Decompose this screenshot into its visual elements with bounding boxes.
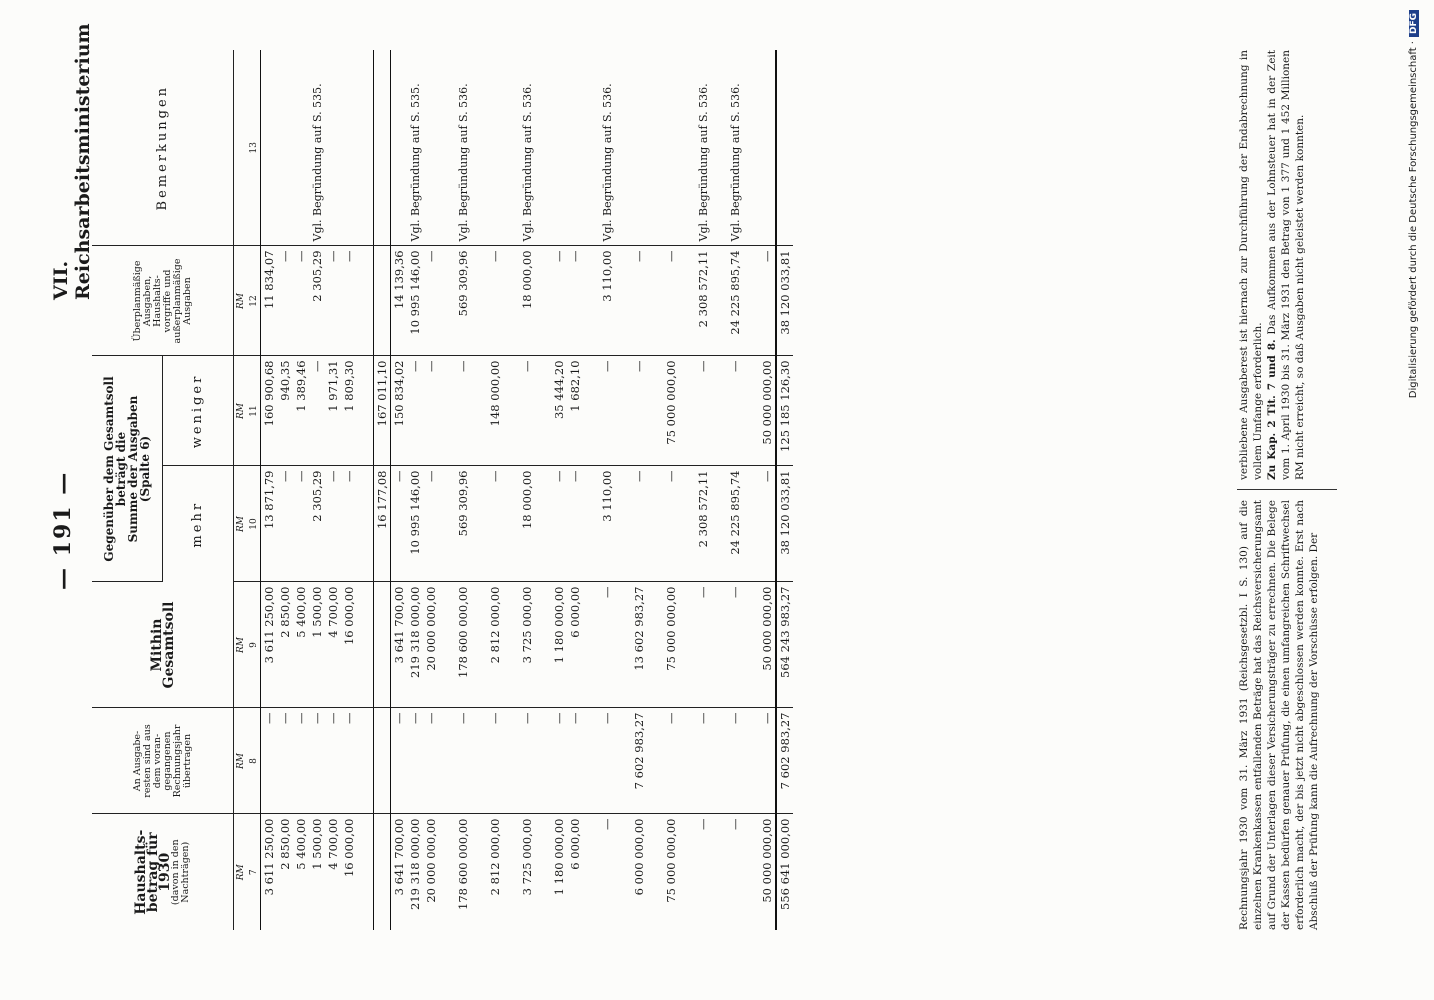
dfg-logo: DFG	[1409, 10, 1419, 37]
cell-col13: Vgl. Begründung auf S. 535.	[407, 50, 423, 246]
cell-col12: —	[567, 246, 583, 356]
total-col9: 564 243 983,27	[776, 582, 793, 708]
cell-col12: —	[325, 246, 341, 356]
col11-header: weniger	[163, 356, 234, 466]
cell-col9: —	[599, 582, 615, 708]
col12-header: Überplanmäßige Ausgaben, Haushalts- vorgriffe und außerplanmäßige Ausgaben	[92, 246, 234, 356]
cell-col7: 20 000 000,00	[424, 818, 438, 903]
cell-col10: —	[663, 466, 679, 582]
digitization-credit	[1408, 10, 1419, 990]
cell-col10: —	[391, 466, 408, 582]
cell-col11: —	[599, 356, 615, 466]
cell-col10: 13 871,79	[261, 466, 278, 582]
cell-col13: Vgl. Begründung auf S. 535.	[309, 50, 325, 246]
footnote-divider	[1237, 489, 1337, 490]
cell-col13	[261, 50, 278, 246]
cell-col8: —	[455, 708, 471, 814]
cell-col9: 75 000 000,00	[663, 582, 679, 708]
cell-col12: 2 308 572,11	[695, 246, 711, 356]
table-row	[551, 50, 567, 930]
cell-col10: 18 000,00	[519, 466, 535, 582]
footnote-right-lead: Zu Kap. 2 Tit. 7 und 8.	[1266, 339, 1278, 480]
spacer-row	[357, 50, 374, 930]
cell-col12: 3 110,00	[599, 246, 615, 356]
cell-col12: 2 305,29	[309, 246, 325, 356]
cell-col11: 1 389,46	[293, 356, 309, 466]
cell-col9: 13 602 983,27	[631, 582, 647, 708]
cell-col12: 14 139,36	[391, 246, 408, 356]
header-row-1	[92, 50, 163, 930]
cell-col8: —	[391, 708, 408, 814]
cell-col12: —	[487, 246, 503, 356]
cell-col12: 10 995 146,00	[407, 246, 423, 356]
cell-col9: 3 611 250,00	[261, 582, 278, 708]
cell-col10: 569 309,96	[455, 466, 471, 582]
cell-col9	[374, 582, 391, 708]
cell-col7: 178 600 000,00	[456, 818, 470, 910]
table-row	[341, 50, 357, 930]
cell-col10: 16 177,08	[374, 466, 391, 582]
spacer-row	[711, 50, 727, 930]
table-row	[277, 50, 293, 930]
cell-col9: 219 318 000,00	[407, 582, 423, 708]
cell-col8: —	[663, 708, 679, 814]
col10-header: mehr	[163, 466, 234, 582]
cell-col7: 1 500,00	[310, 818, 324, 870]
cell-col9: 1 180 000,00	[551, 582, 567, 708]
col8-header: An Ausgabe- resten sind aus dem voran- gegangenen Rechnungsjahr übertragen	[92, 708, 234, 814]
cell-col11: 150 834,02	[391, 356, 408, 466]
cell-col12: —	[277, 246, 293, 356]
cell-col13: Vgl. Begründung auf S. 536.	[455, 50, 471, 246]
cell-col8: —	[423, 708, 439, 814]
cell-col7: 3 611 250,00	[262, 818, 276, 896]
cell-col8: —	[407, 708, 423, 814]
cell-col13	[551, 50, 567, 246]
cell-col8: —	[551, 708, 567, 814]
cell-col10: 24 225 895,74	[727, 466, 743, 582]
cell-col13: Vgl. Begründung auf S. 536.	[727, 50, 743, 246]
cell-col13	[759, 50, 776, 246]
cell-col13	[487, 50, 503, 246]
table-row	[261, 50, 278, 930]
cell-col9: 1 500,00	[309, 582, 325, 708]
cell-col13	[374, 50, 391, 246]
spacer-row	[471, 50, 487, 930]
spacer-row	[743, 50, 759, 930]
cell-col13: Vgl. Begründung auf S. 536.	[599, 50, 615, 246]
cell-col9: 3 725 000,00	[519, 582, 535, 708]
cell-col12: 569 309,96	[455, 246, 471, 356]
table-row	[663, 50, 679, 930]
cell-col12: 18 000,00	[519, 246, 535, 356]
cell-col12: —	[551, 246, 567, 356]
total-col8: 7 602 983,27	[776, 708, 793, 814]
cell-col9: 50 000 000,00	[759, 582, 776, 708]
cell-col8: —	[567, 708, 583, 814]
chapter-title: VII. Reichsarbeitsministerium	[50, 23, 94, 300]
cell-col7: —	[728, 818, 742, 830]
cell-col10: 2 308 572,11	[695, 466, 711, 582]
cell-col8: —	[325, 708, 341, 814]
cell-col10: —	[341, 466, 357, 582]
cell-col7: 4 700,00	[326, 818, 340, 870]
cell-col13	[391, 50, 408, 246]
cell-col13	[631, 50, 647, 246]
cell-col11: —	[309, 356, 325, 466]
footnote-right	[1237, 50, 1307, 480]
cell-col11: —	[423, 356, 439, 466]
cell-col8: —	[487, 708, 503, 814]
cell-col7: 219 318 000,00	[408, 818, 422, 910]
cell-col12	[374, 246, 391, 356]
cell-col8: —	[599, 708, 615, 814]
cell-col11: —	[455, 356, 471, 466]
total-col11: 125 185 126,30	[776, 356, 793, 466]
subtotal-row	[374, 50, 391, 930]
cell-col10: —	[631, 466, 647, 582]
col13-header: Bemerkungen	[92, 50, 234, 246]
table-row	[695, 50, 711, 930]
cell-col11: 940,35	[277, 356, 293, 466]
footnotes	[1237, 50, 1337, 930]
budget-table	[92, 50, 793, 930]
cell-col10: 10 995 146,00	[407, 466, 423, 582]
total-col13	[776, 50, 793, 246]
footnote-right-text-2: Das Aufkommen aus der Lohnsteuer hat in der Zeit vom 1. April 1930 bis 31. März 1931 den Betrag von 1 377 und 1 452 Millionen RM nicht erreicht, so daß Ausgaben nicht geleistet werden konnten.	[1266, 50, 1306, 480]
comparison-group-header: Gegenüber dem Gesamtsoll beträgt die Summe der Ausgaben (Spalte 6)	[92, 356, 163, 582]
spacer-row	[535, 50, 551, 930]
spacer-row	[647, 50, 663, 930]
cell-col11: 1 682,10	[567, 356, 583, 466]
spacer-row	[615, 50, 631, 930]
table-row	[567, 50, 583, 930]
table-row	[487, 50, 503, 930]
cell-col10: —	[293, 466, 309, 582]
table-body	[261, 50, 794, 930]
cell-col12: —	[293, 246, 309, 356]
spacer-row	[439, 50, 455, 930]
cell-col13	[325, 50, 341, 246]
cell-col7: —	[600, 818, 614, 830]
cell-col9: —	[695, 582, 711, 708]
table-row	[727, 50, 743, 930]
credit-text: Digitalisierung gefördert durch die Deutsche Forschungsgemeinschaft ·	[1408, 41, 1419, 399]
cell-col10: —	[325, 466, 341, 582]
cell-col13	[663, 50, 679, 246]
col7-header: Haushalts- betrag für 1930 (davon in den Nachträgen)	[92, 814, 234, 930]
cell-col8: —	[277, 708, 293, 814]
table-row	[407, 50, 423, 930]
cell-col7: 6 000,00	[568, 818, 582, 870]
cell-col10: —	[423, 466, 439, 582]
cell-col11: 35 444,20	[551, 356, 567, 466]
page-number: — 191 —	[50, 470, 76, 590]
cell-col9: 5 400,00	[293, 582, 309, 708]
cell-col11: 1 971,31	[325, 356, 341, 466]
cell-col11: 50 000 000,00	[759, 356, 776, 466]
cell-col7: 75 000 000,00	[664, 818, 678, 903]
table-row	[309, 50, 325, 930]
table-row	[293, 50, 309, 930]
cell-col7: 6 000 000,00	[632, 818, 646, 896]
table-row	[599, 50, 615, 930]
cell-col9: 3 641 700,00	[391, 582, 408, 708]
table-row	[759, 50, 776, 930]
cell-col9: 178 600 000,00	[455, 582, 471, 708]
cell-col11: —	[727, 356, 743, 466]
cell-col7: —	[696, 818, 710, 830]
cell-col12: —	[631, 246, 647, 356]
cell-col13	[423, 50, 439, 246]
spacer-row	[679, 50, 695, 930]
cell-col7: 16 000,00	[342, 818, 356, 878]
cell-col13: Vgl. Begründung auf S. 536.	[695, 50, 711, 246]
cell-col10: —	[567, 466, 583, 582]
cell-col8: —	[695, 708, 711, 814]
cell-col11: —	[407, 356, 423, 466]
cell-col9: 4 700,00	[325, 582, 341, 708]
cell-col11: —	[519, 356, 535, 466]
cell-col13	[567, 50, 583, 246]
cell-col8: —	[293, 708, 309, 814]
cell-col11: —	[695, 356, 711, 466]
cell-col7: 3 725 000,00	[520, 818, 534, 896]
cell-col12: —	[759, 246, 776, 356]
total-col10: 38 120 033,81	[776, 466, 793, 582]
col9-header: Mithin Gesamtsoll	[92, 582, 234, 708]
cell-col9: 6 000,00	[567, 582, 583, 708]
cell-col13	[293, 50, 309, 246]
unit-row: RM RM RM RM RM RM	[234, 50, 249, 930]
cell-col10: 3 110,00	[599, 466, 615, 582]
spacer-row	[583, 50, 599, 930]
cell-col10: —	[759, 466, 776, 582]
cell-col10: —	[551, 466, 567, 582]
cell-col12: 24 225 895,74	[727, 246, 743, 356]
table-row	[325, 50, 341, 930]
cell-col9: —	[727, 582, 743, 708]
cell-col7: 50 000 000,00	[760, 818, 774, 903]
cell-col10: —	[487, 466, 503, 582]
cell-col11: 160 900,68	[261, 356, 278, 466]
cell-col12: —	[663, 246, 679, 356]
cell-col8	[374, 708, 391, 814]
cell-col10: —	[277, 466, 293, 582]
cell-col12: 11 834,07	[261, 246, 278, 356]
cell-col8: 7 602 983,27	[631, 708, 647, 814]
cell-col8: —	[261, 708, 278, 814]
cell-col13	[341, 50, 357, 246]
spacer-row	[503, 50, 519, 930]
page-header	[40, 0, 94, 1000]
cell-col7	[374, 814, 391, 930]
cell-col13	[277, 50, 293, 246]
footnote-right-text-1: verbliebene Ausgaberest ist hiernach zur Durchführung der Endabrechnung in vollem Umfange erforderlich.	[1238, 50, 1264, 480]
cell-col7: 3 641 700,00	[392, 818, 406, 896]
cell-col7: 1 180 000,00	[552, 818, 566, 896]
cell-col13: Vgl. Begründung auf S. 536.	[519, 50, 535, 246]
cell-col11: 167 011,10	[374, 356, 391, 466]
total-col12: 38 120 033,81	[776, 246, 793, 356]
cell-col11: —	[631, 356, 647, 466]
total-col7: 556 641 000,00	[776, 814, 793, 930]
column-number-row: 7 8 9 10 11 12 13	[248, 50, 261, 930]
table-row	[631, 50, 647, 930]
cell-col11: 75 000 000,00	[663, 356, 679, 466]
cell-col7: 2 850,00	[278, 818, 292, 870]
cell-col8: —	[759, 708, 776, 814]
cell-col9: 16 000,00	[341, 582, 357, 708]
cell-col10: 2 305,29	[309, 466, 325, 582]
cell-col8: —	[727, 708, 743, 814]
cell-col9: 2 850,00	[277, 582, 293, 708]
cell-col9: 20 000 000,00	[423, 582, 439, 708]
table-row	[423, 50, 439, 930]
table-row	[391, 50, 408, 930]
totals-row	[776, 50, 793, 930]
table-row	[455, 50, 471, 930]
cell-col9: 2 812 000,00	[487, 582, 503, 708]
cell-col11: 148 000,00	[487, 356, 503, 466]
cell-col12: —	[341, 246, 357, 356]
cell-col8: —	[519, 708, 535, 814]
table-row	[519, 50, 535, 930]
cell-col11: 1 809,30	[341, 356, 357, 466]
cell-col12: —	[423, 246, 439, 356]
footnote-left: Rechnungsjahr 1930 vom 31. März 1931 (Reichsgesetzbl. I S. 130) auf die einzelnen Krankenkassen entfallenden Beträge hat das Reichsversicherungsamt auf Grund der Unterlagen dieser Versicherungsträger zu errechnen. Die Belege der Kassen bedürfen genauer Prüfung, die einen umfangreichen Schriftwechsel erforderlich macht, der bis jetzt nicht abgeschlossen werden konnte. Erst nach Abschluß der Prüfung kann die Aufrechnung der Vorschüsse erfolgen. Der	[1238, 500, 1320, 930]
cell-col7: 2 812 000,00	[488, 818, 502, 896]
cell-col7: 5 400,00	[294, 818, 308, 870]
cell-col8: —	[309, 708, 325, 814]
cell-col8: —	[341, 708, 357, 814]
